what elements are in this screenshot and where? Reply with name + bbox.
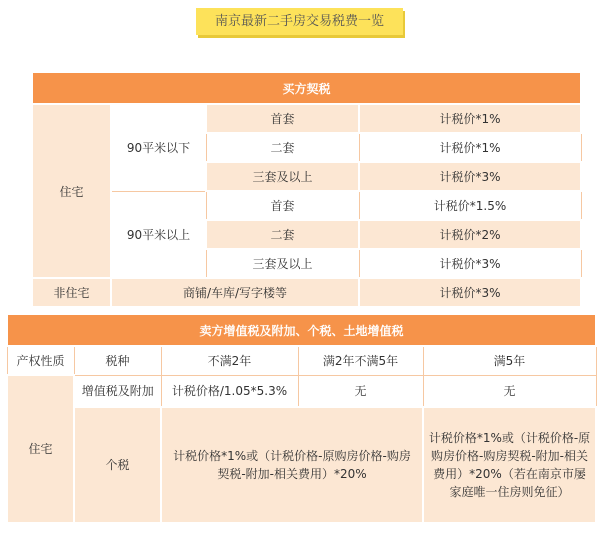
over-90-label: 90平米以上	[111, 191, 206, 278]
seller-tax-table	[6, 313, 597, 524]
under90-third-rate: 计税价*3%	[359, 162, 581, 191]
col-property: 产权性质	[7, 346, 74, 375]
buyer-deed-tax-table	[31, 71, 582, 308]
vat-under-2y: 计税价格/1.05*5.3%	[161, 375, 298, 407]
seller-residential-label: 住宅	[7, 375, 74, 523]
non-residential-types: 商铺/车库/写字楼等	[111, 278, 359, 307]
title-banner	[0, 0, 600, 44]
buyer-header: 买方契税	[32, 72, 581, 104]
over90-third-home: 三套及以上	[206, 249, 359, 278]
over90-third-rate: 计税价*3%	[359, 249, 581, 278]
col-over-5y: 满5年	[423, 346, 596, 375]
non-residential-rate: 计税价*3%	[359, 278, 581, 307]
under90-second-rate: 计税价*1%	[359, 133, 581, 162]
over90-first-home: 首套	[206, 191, 359, 220]
over90-first-rate: 计税价*1.5%	[359, 191, 581, 220]
under90-third-home: 三套及以上	[206, 162, 359, 191]
non-residential-label: 非住宅	[32, 278, 111, 307]
vat-label: 增值税及附加	[74, 375, 161, 407]
page-title: 南京最新二手房交易税费一览	[214, 14, 384, 29]
over90-second-home: 二套	[206, 220, 359, 249]
col-under-2y: 不满2年	[161, 346, 298, 375]
vat-2-to-5y: 无	[298, 375, 423, 407]
col-tax-type: 税种	[74, 346, 161, 375]
under90-first-home: 首套	[206, 104, 359, 133]
vat-over-5y: 无	[423, 375, 596, 407]
buyer-residential-label: 住宅	[32, 104, 111, 278]
pit-under-5y: 计税价格*1%或（计税价格-原购房价格-购房契税-附加-相关费用）*20%	[161, 407, 423, 523]
over90-second-rate: 计税价*2%	[359, 220, 581, 249]
seller-header: 卖方增值税及附加、个税、土地增值税	[7, 314, 596, 346]
col-2-to-5y: 满2年不满5年	[298, 346, 423, 375]
under-90-label: 90平米以下	[111, 104, 206, 191]
pit-over-5y: 计税价格*1%或（计税价格-原购房价格-购房契税-附加-相关费用）*20%（若在南京市屡家庭唯一住房则免征）	[423, 407, 596, 523]
under90-first-rate: 计税价*1%	[359, 104, 581, 133]
under90-second-home: 二套	[206, 133, 359, 162]
pit-label: 个税	[74, 407, 161, 523]
